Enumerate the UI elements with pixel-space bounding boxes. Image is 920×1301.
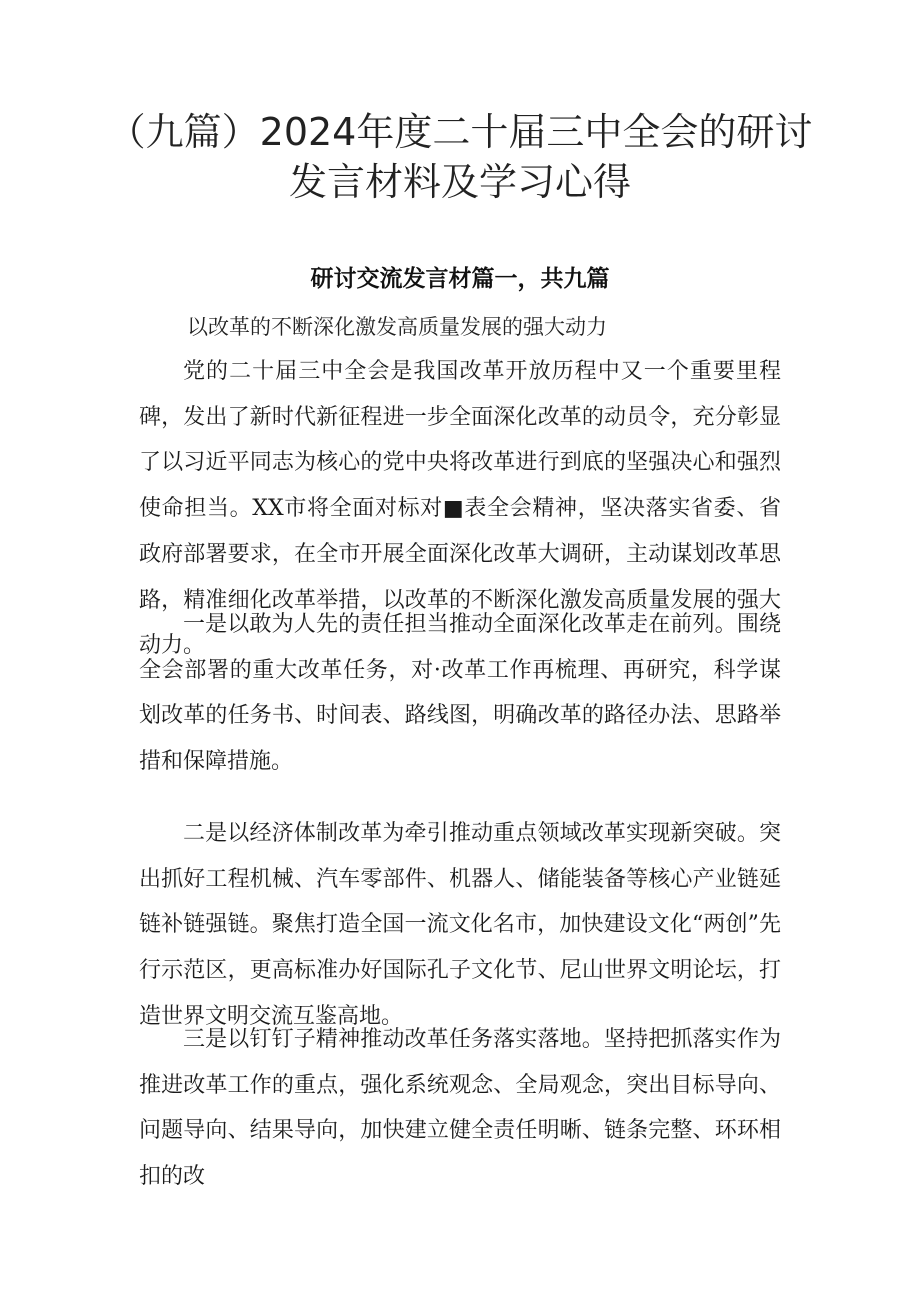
body-paragraph: 一是以敢为人先的责任担当推动全面深化改革走在前列。围绕全会部署的重大改革任务，对·改革工作再梳理、再研究，科学谋划改革的任务书、时间表、路线图，明确改革的路径办法、思路举措和保障措施。 bbox=[139, 612, 781, 775]
section-subtitle: 研讨交流发言材篇一，共九篇 bbox=[310, 266, 610, 292]
body-paragraph: 党的二十届三中全会是我国改革开放历程中又一个重要里程碑，发出了新时代新征程进一步全面深化改革的动员令，充分彰显了以习近平同志为核心的党中央将改革进行到底的坚强决心和强烈使命担当。XX市将全面对标对■表全会精神，坚决落实省委、省政府部署要求，在全市开展全面深化改革大调研，主动谋划改革思路，精准细化改革举措，以改革的不断深化激发高质量发展的强大动力。 bbox=[139, 359, 781, 659]
document-title-line-1: （九篇）2024年度二十届三中全会的研讨 bbox=[107, 110, 813, 154]
section-lead-heading: 以改革的不断深化激发高质量发展的强大动力 bbox=[187, 315, 607, 339]
document-title-line-2: 发言材料及学习心得 bbox=[288, 160, 631, 204]
body-paragraph: 三是以钉钉子精神推动改革任务落实落地。坚持把抓落实作为推进改革工作的重点，强化系统观念、全局观念，突出目标导向、问题导向、结果导向，加快建立健全责任明晰、链条完整、环环相扣的改 bbox=[139, 1027, 781, 1190]
body-paragraph: 二是以经济体制改革为牵引推动重点领域改革实现新突破。突出抓好工程机械、汽车零部件、机器人、储能装备等核心产业链延链补链强链。聚焦打造全国一流文化名市，加快建设文化“两创”先行示范区，更高标准办好国际孔子文化节、尼山世界文明论坛，打造世界文明交流互鉴高地。 bbox=[139, 821, 781, 1029]
